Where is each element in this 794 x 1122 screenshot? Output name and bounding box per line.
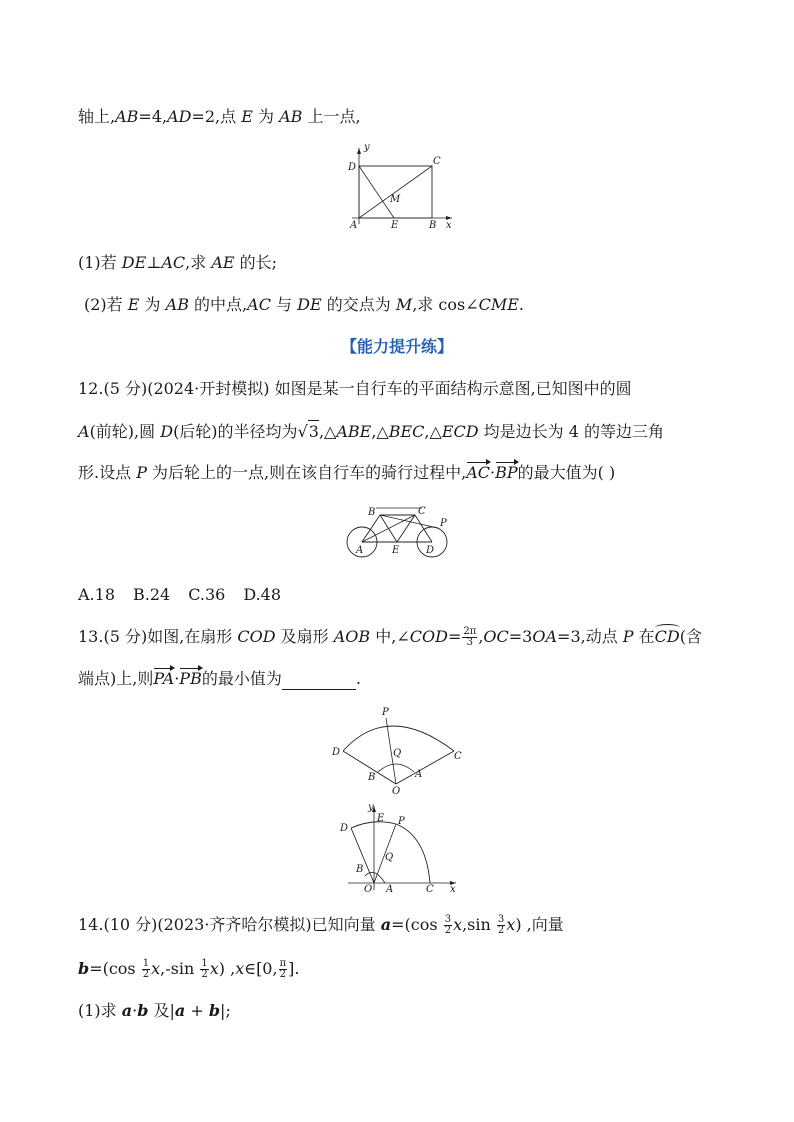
- vector-a: a: [174, 1001, 186, 1020]
- text: 轴上,: [78, 107, 116, 126]
- p11-question-1: [78, 252, 277, 274]
- vector-b: b: [78, 959, 90, 978]
- p14-line-2: [78, 958, 299, 980]
- text: ,-sin: [160, 959, 200, 978]
- text: (前轮),圆: [89, 422, 161, 441]
- text: 端点)上,则: [78, 669, 154, 688]
- math-var: AOB: [333, 627, 371, 646]
- radius-oc: [396, 751, 454, 784]
- text: (1)求: [78, 1001, 122, 1020]
- label-y: y: [364, 142, 370, 153]
- text: ,sin: [462, 915, 496, 934]
- text: 与: [270, 295, 298, 314]
- diagonal-ac: [359, 166, 432, 218]
- denominator: 2: [279, 969, 287, 980]
- vector-a: a: [121, 1001, 133, 1020]
- text: |;: [220, 1001, 231, 1020]
- numerator: π: [279, 958, 287, 969]
- math-var: AC: [161, 253, 186, 272]
- arc-cd: CD: [654, 627, 680, 646]
- label-b: B: [429, 220, 437, 230]
- plus-operator: +: [185, 1001, 209, 1020]
- math-var: ABE: [336, 422, 372, 441]
- vector-pb: PB: [179, 669, 202, 688]
- fraction: [444, 915, 452, 936]
- label-d: D: [332, 747, 341, 758]
- text: 均是边长为 4 的等边三角: [478, 422, 665, 441]
- p13-line-2: [78, 668, 361, 690]
- segment-ab: [362, 515, 380, 542]
- numerator: 1: [201, 958, 208, 969]
- text: 及扇形: [275, 627, 334, 646]
- p12-line-2: [78, 420, 664, 443]
- text: 的最大值为( ): [517, 463, 616, 482]
- segment-de: [359, 166, 394, 218]
- math-var: AD: [167, 107, 192, 126]
- denominator: 2: [497, 925, 505, 936]
- text: 在: [633, 627, 655, 646]
- p11-intro-line: [78, 106, 361, 128]
- p14-question-1: [78, 1000, 231, 1022]
- math-var: E: [241, 107, 253, 126]
- vector-a: a: [380, 915, 392, 934]
- label-o: O: [364, 884, 373, 894]
- label-b: B: [356, 864, 364, 875]
- label-b: B: [368, 507, 376, 518]
- option-c: C.36: [188, 585, 226, 604]
- label-p: P: [440, 518, 447, 529]
- text: =3,动点: [557, 627, 623, 646]
- fraction: [497, 915, 505, 936]
- math-var: x: [506, 915, 516, 934]
- math-var: ECD: [441, 422, 479, 441]
- math-var: CME: [478, 295, 519, 314]
- y-axis-arrow: [357, 148, 361, 154]
- p12-options: [78, 584, 281, 606]
- label-o: O: [392, 786, 401, 796]
- p14-line-1: [78, 914, 564, 936]
- label-c: C: [426, 884, 434, 894]
- text: 为: [139, 295, 166, 314]
- math-var: E: [127, 295, 140, 314]
- dot-operator: ·: [132, 1001, 138, 1020]
- option-a: A.18: [78, 585, 115, 604]
- math-var: OA: [532, 627, 558, 646]
- segment-bp: [380, 515, 438, 528]
- math-var: AC: [247, 295, 271, 314]
- math-var: DE: [121, 253, 147, 272]
- text: 的最小值为: [201, 669, 282, 688]
- label-p: P: [398, 816, 405, 827]
- dot-operator: ·: [174, 669, 180, 688]
- option-b: B.24: [133, 585, 171, 604]
- label-a: A: [350, 220, 358, 230]
- radicand: 3: [308, 422, 319, 441]
- numerator: 3: [497, 914, 505, 925]
- label-x: x: [446, 220, 452, 230]
- sector-figure-2: [334, 800, 464, 894]
- text: 为后轮上的一点,则在该自行车的骑行过程中,: [146, 463, 467, 482]
- math-var: P: [136, 463, 147, 482]
- label-e: E: [377, 813, 385, 824]
- text: (2)若: [84, 295, 128, 314]
- text: =: [447, 627, 462, 646]
- math-var: AB: [279, 107, 303, 126]
- text: ,△: [318, 422, 337, 441]
- text: =3: [508, 627, 533, 646]
- text: 上一点,: [302, 107, 361, 126]
- text: 形.设点: [78, 463, 137, 482]
- math-var: x: [453, 915, 463, 934]
- label-c: C: [433, 156, 441, 167]
- text: 的中点,: [188, 295, 248, 314]
- text: ,: [478, 627, 484, 646]
- math-var: AE: [211, 253, 235, 272]
- label-a: A: [415, 769, 423, 780]
- text: ,求 cos∠: [412, 295, 479, 314]
- label-c: C: [418, 506, 426, 517]
- numerator: 3: [444, 914, 452, 925]
- text: =(cos: [89, 959, 141, 978]
- math-var: P: [622, 627, 634, 646]
- inner-arc-ab: [378, 764, 414, 772]
- text: =(cos: [391, 915, 443, 934]
- label-q: Q: [393, 748, 402, 759]
- text: ,求: [185, 253, 212, 272]
- segment-ac: [362, 515, 415, 542]
- text: ,△: [371, 422, 389, 441]
- math-var: AB: [115, 107, 139, 126]
- vector-bp: BP: [495, 463, 518, 482]
- math-var: x: [151, 959, 161, 978]
- sector-figure-1: [326, 704, 466, 796]
- text: 13.(5 分)如图,在扇形: [78, 627, 238, 646]
- label-d: D: [426, 545, 435, 556]
- math-var: x: [235, 959, 245, 978]
- math-var: AB: [165, 295, 189, 314]
- rectangle-figure: [340, 140, 462, 230]
- dot-operator: ·: [490, 463, 496, 482]
- fraction: [279, 959, 288, 980]
- text: .: [518, 295, 525, 314]
- label-a: A: [356, 545, 364, 556]
- label-y: y: [368, 802, 374, 813]
- fraction: [200, 959, 208, 980]
- math-var: M: [395, 295, 413, 314]
- denominator: 2: [444, 925, 452, 936]
- text: 为: [252, 107, 280, 126]
- math-var: x: [209, 959, 219, 978]
- denominator: 3: [466, 637, 474, 648]
- math-var: DE: [297, 295, 322, 314]
- p13-line-1: [78, 626, 702, 648]
- p12-line-1: 12.(5 分)(2024·开封模拟) 如图是某一自行车的平面结构示意图,已知图中的圆: [78, 379, 632, 398]
- fraction: [462, 627, 477, 648]
- label-d: D: [340, 823, 349, 834]
- denominator: 2: [142, 969, 150, 980]
- text: 中,∠: [370, 627, 410, 646]
- text: ) ,向量: [515, 915, 564, 934]
- label-q: Q: [385, 852, 394, 863]
- p12-line-3: [78, 462, 615, 484]
- text: ].: [288, 959, 300, 978]
- text: .: [355, 669, 361, 688]
- label-e: E: [392, 545, 400, 556]
- denominator: 2: [201, 969, 208, 980]
- text: 的长;: [234, 253, 278, 272]
- label-c: C: [454, 751, 462, 762]
- fraction: [142, 959, 150, 980]
- vector-pa: PA: [153, 669, 175, 688]
- answer-blank: [282, 673, 356, 690]
- numerator: 1: [142, 958, 150, 969]
- option-d: D.48: [243, 585, 282, 604]
- text: 及|: [148, 1001, 175, 1020]
- text: =2,点: [191, 107, 242, 126]
- text: ∈[0,: [244, 959, 278, 978]
- numerator: 2π: [463, 626, 477, 637]
- perp-symbol: ⊥: [146, 253, 162, 272]
- math-var: D: [160, 422, 174, 441]
- sqrt-symbol: √: [297, 422, 308, 441]
- text: (1)若: [78, 253, 122, 272]
- label-p: P: [382, 707, 389, 718]
- vector-b: b: [208, 1001, 221, 1020]
- label-m: M: [390, 194, 401, 205]
- text: ) ,: [218, 959, 236, 978]
- text: 的交点为: [321, 295, 396, 314]
- math-var: COD: [409, 627, 448, 646]
- vector-ac: AC: [466, 463, 491, 482]
- label-b: B: [368, 772, 376, 783]
- section-title: 【能力提升练】: [340, 337, 453, 356]
- math-var: COD: [237, 627, 276, 646]
- label-a: A: [386, 884, 394, 894]
- text: 14.(10 分)(2023·齐齐哈尔模拟)已知向量: [78, 915, 381, 934]
- math-var: A: [78, 422, 90, 441]
- text: (后轮)的半径均为: [173, 422, 298, 441]
- math-var: OC: [483, 627, 509, 646]
- label-x: x: [450, 884, 456, 894]
- bicycle-figure: [340, 498, 460, 560]
- text: =4,: [138, 107, 168, 126]
- label-e: E: [391, 220, 399, 230]
- text: (含: [679, 627, 702, 646]
- vector-b: b: [137, 1001, 149, 1020]
- math-var: BEC: [388, 422, 425, 441]
- p11-question-2: [84, 294, 524, 316]
- label-d: D: [348, 162, 357, 173]
- text: ,△: [424, 422, 442, 441]
